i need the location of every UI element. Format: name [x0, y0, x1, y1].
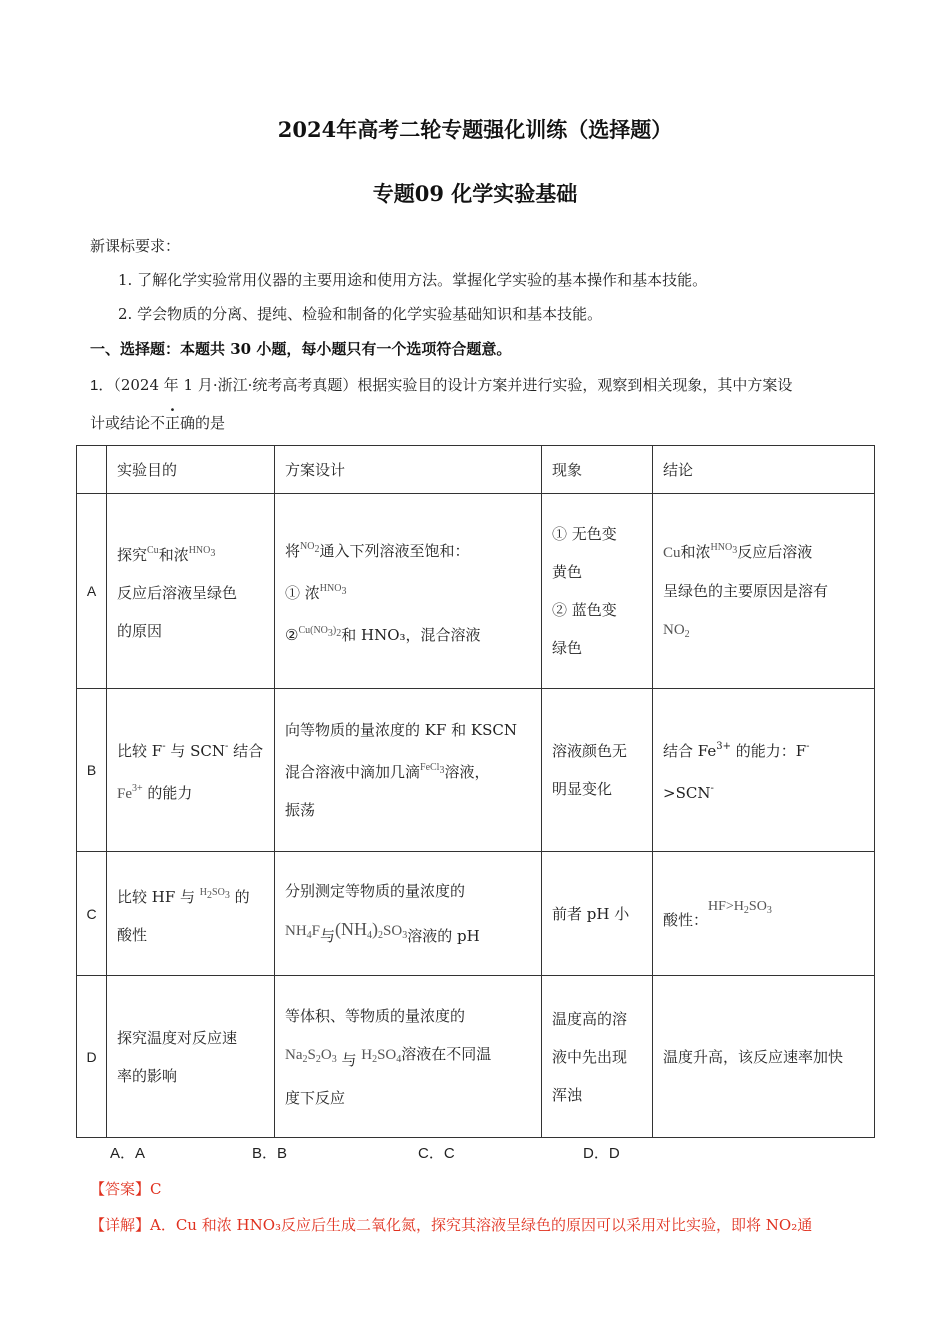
conclusion-cell: Cu和浓$^{HNO3}$反应后溶液 呈绿色的主要原因是溶有 $NO_2$: [653, 494, 875, 689]
option-d: D．D: [583, 1145, 620, 1162]
table-row: [77, 689, 875, 852]
emphasis-text: 不正确: [150, 414, 196, 432]
answer-text: 【答案】C: [90, 1180, 162, 1198]
question-stem-end: 的是: [195, 414, 226, 432]
header-design: 方案设计: [275, 446, 542, 494]
header-purpose: 实验目的: [107, 446, 275, 494]
question-number: 1．: [90, 377, 114, 394]
experiment-table: [76, 445, 875, 1138]
phenomenon-cell: 溶液颜色无 明显变化: [542, 689, 653, 852]
option-c: C．C: [418, 1145, 455, 1162]
phenomenon-cell: 温度高的溶 液中先出现 浑浊: [542, 976, 653, 1138]
table-row: [77, 852, 875, 976]
header-empty: [77, 446, 107, 494]
header-phenomenon: 现象: [542, 446, 653, 494]
purpose-cell: 比较 F- 与 SCN- 结合 $Fe^{3+}$ 的能力: [107, 689, 275, 852]
section-heading: 一、选择题：本题共 30 小题，每小题只有一个选项符合题意。: [90, 340, 512, 358]
requirement-item-2: 2. 学会物质的分离、提纯、检验和制备的化学实验基础知识和基本技能。: [118, 305, 603, 323]
design-cell: 分别测定等物质的量浓度的 $NH_4F$与$(NH_4)_2SO_3$溶液的 pH: [275, 852, 542, 976]
phenomenon-cell: ① 无色变 黄色 ② 蓝色变 绿色: [542, 494, 653, 689]
purpose-cell: 比较 HF 与 $^{H2SO3}$ 的 酸性: [107, 852, 275, 976]
table-row: [77, 494, 875, 689]
design-cell: 向等物质的量浓度的 KF 和 KSCN 混合溶液中滴加几滴$^{FeCl3}$溶液， 振荡: [275, 689, 542, 852]
table-header-row: [77, 446, 875, 494]
phenomenon-cell: 前者 pH 小: [542, 852, 653, 976]
question-stem-cont: 计或结论: [90, 414, 151, 432]
detail-text: 【详解】A．Cu 和浓 HNO₃反应后生成二氧化氮，探究其溶液呈绿色的原因可以采用对比实验，即将 NO₂通: [90, 1216, 813, 1234]
conclusion-cell: 温度升高，该反应速率加快: [653, 976, 875, 1138]
question-line-2: [90, 413, 225, 433]
page-subtitle: 专题09 化学实验基础: [372, 181, 578, 206]
table-row: [77, 976, 875, 1138]
question-line-1: [90, 375, 792, 396]
page-title: 2024年高考二轮专题强化训练（选择题）: [277, 117, 673, 142]
option-a: A．A: [110, 1145, 146, 1162]
row-label: C: [77, 852, 107, 976]
row-label: A: [77, 494, 107, 689]
row-label: B: [77, 689, 107, 852]
option-b: B．B: [252, 1145, 288, 1162]
purpose-cell: 探究温度对反应速 率的影响: [107, 976, 275, 1138]
design-cell: 将$^{NO2}$通入下列溶液至饱和： ① 浓$^{HNO3}$ ②$^{Cu(NO3)2}$和 HNO₃，混合溶液: [275, 494, 542, 689]
question-stem: （2024 年 1 月·浙江·统考高考真题）根据实验目的设计方案并进行实验，观察到相关现象，其中方案设: [113, 376, 793, 394]
row-label: D: [77, 976, 107, 1138]
purpose-cell: 探究$^{Cu}$和浓$^{HNO3}$ 反应后溶液呈绿色 的原因: [107, 494, 275, 689]
design-cell: 等体积、等物质的量浓度的 $Na_2S_2O_3$ 与 $H_2SO_4$溶液在不同温 度下反应: [275, 976, 542, 1138]
requirements-heading: 新课标要求：: [90, 237, 181, 255]
requirement-item-1: 1. 了解化学实验常用仪器的主要用途和使用方法。掌握化学实验的基本操作和基本技能。: [118, 271, 708, 289]
header-conclusion: 结论: [653, 446, 875, 494]
conclusion-cell: 酸性：$HF>H^2SO^3$: [653, 852, 875, 976]
conclusion-cell: 结合 $Fe^{3+}$ 的能力：F- >SCN-: [653, 689, 875, 852]
